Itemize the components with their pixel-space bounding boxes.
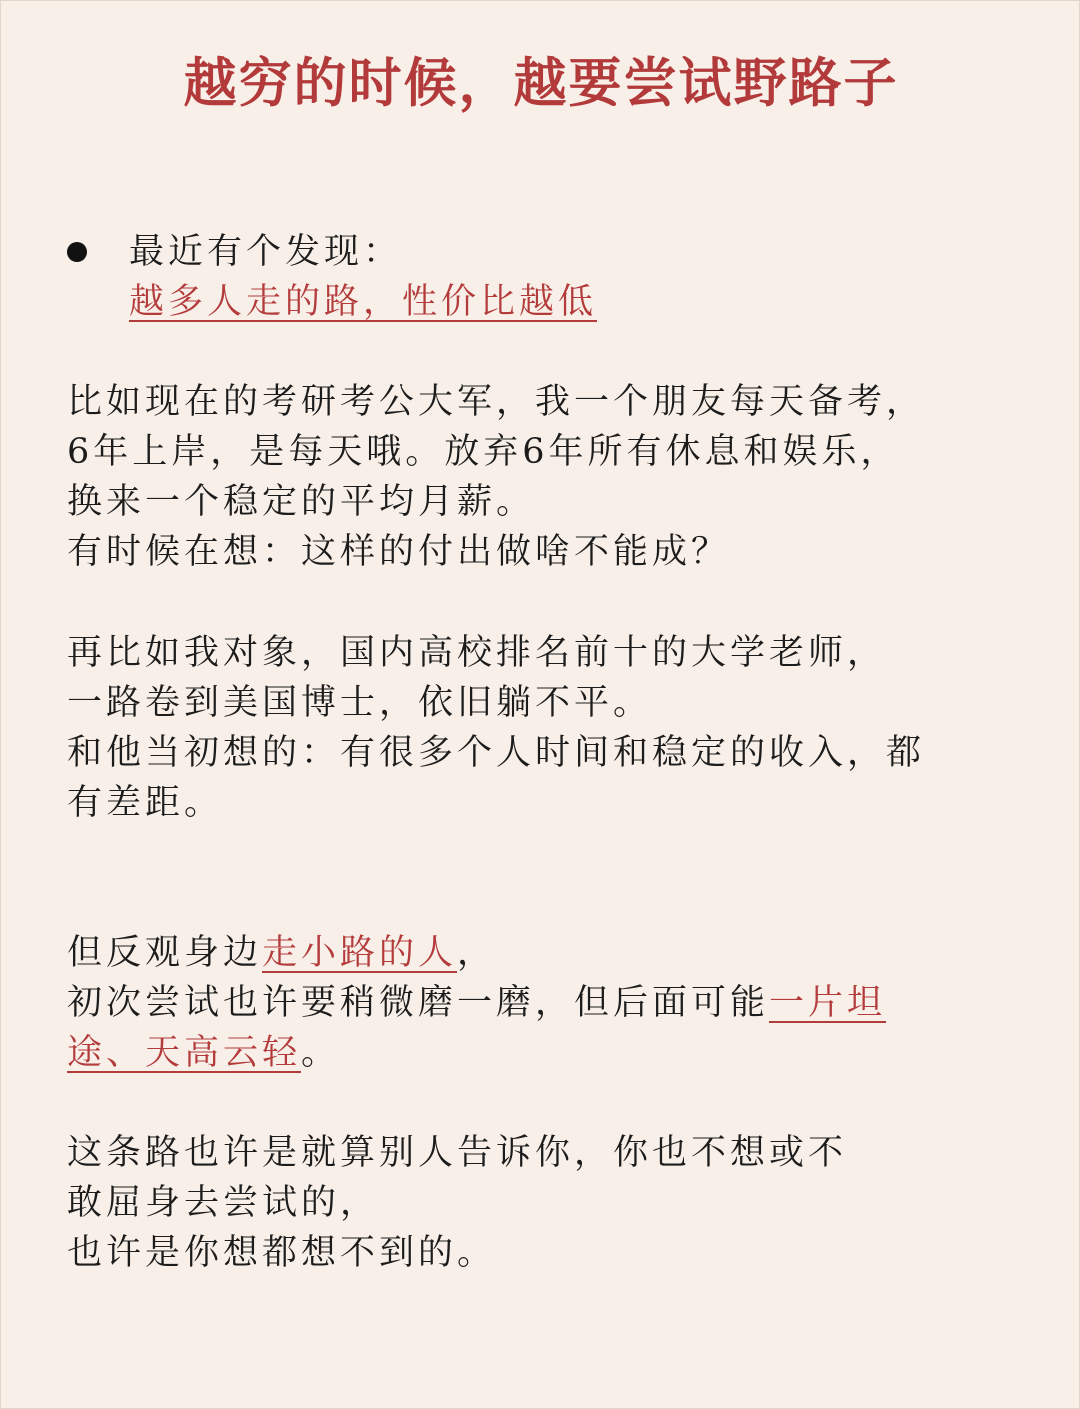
discovery-highlight-line: [129, 277, 597, 327]
paragraph-line: 敢屈身去尝试的，: [67, 1183, 380, 1223]
paragraph-exam-example: [67, 377, 925, 577]
small-path-line2-prefix: 初次尝试也许要稍微磨一磨，但后面可能: [67, 983, 770, 1023]
paragraph-partner-example: [67, 628, 925, 828]
paragraph-line: [67, 1028, 886, 1078]
small-path-line3-suffix: 。: [301, 1033, 341, 1073]
small-path-suffix: ，: [457, 933, 497, 973]
paragraph-line: 也许是你想都想不到的。: [67, 1233, 497, 1273]
paragraph-line: 6年上岸，是每天哦。放弃6年所有休息和娱乐，: [67, 432, 900, 472]
small-path-line3-highlight: 途、天高云轻: [67, 1033, 302, 1073]
paragraph-line: 一路卷到美国博士，依旧躺不平。: [67, 683, 653, 723]
small-path-line2-highlight: 一片坦: [769, 983, 887, 1023]
paragraph-line: 有时候在想：这样的付出做啥不能成？: [67, 532, 731, 572]
paragraph-line: 换来一个稳定的平均月薪。: [67, 482, 536, 522]
paragraph-line: 这条路也许是就算别人告诉你，你也不想或不: [67, 1133, 848, 1173]
paragraph-line: 比如现在的考研考公大军，我一个朋友每天备考，: [67, 382, 926, 422]
small-path-prefix: 但反观身边: [67, 933, 263, 973]
paragraph-conclusion: [67, 1128, 847, 1278]
discovery-label: 最近有个发现：: [129, 232, 403, 272]
paragraph-line: 有差距。: [67, 783, 224, 823]
paragraph-line: 和他当初想的：有很多个人时间和稳定的收入，都: [67, 733, 926, 773]
paragraph-line: [67, 978, 886, 1028]
page-title: 越穷的时候，越要尝试野路子: [183, 53, 899, 114]
discovery-highlight: 越多人走的路，性价比越低: [129, 282, 598, 322]
bullet-dot-icon: [67, 242, 87, 262]
small-path-highlight: 走小路的人: [262, 933, 458, 973]
paragraph-line: 再比如我对象，国内高校排名前十的大学老师，: [67, 633, 887, 673]
discovery-bullet: [129, 227, 597, 327]
paragraph-small-path: [67, 928, 886, 1078]
paragraph-line: [67, 928, 886, 978]
